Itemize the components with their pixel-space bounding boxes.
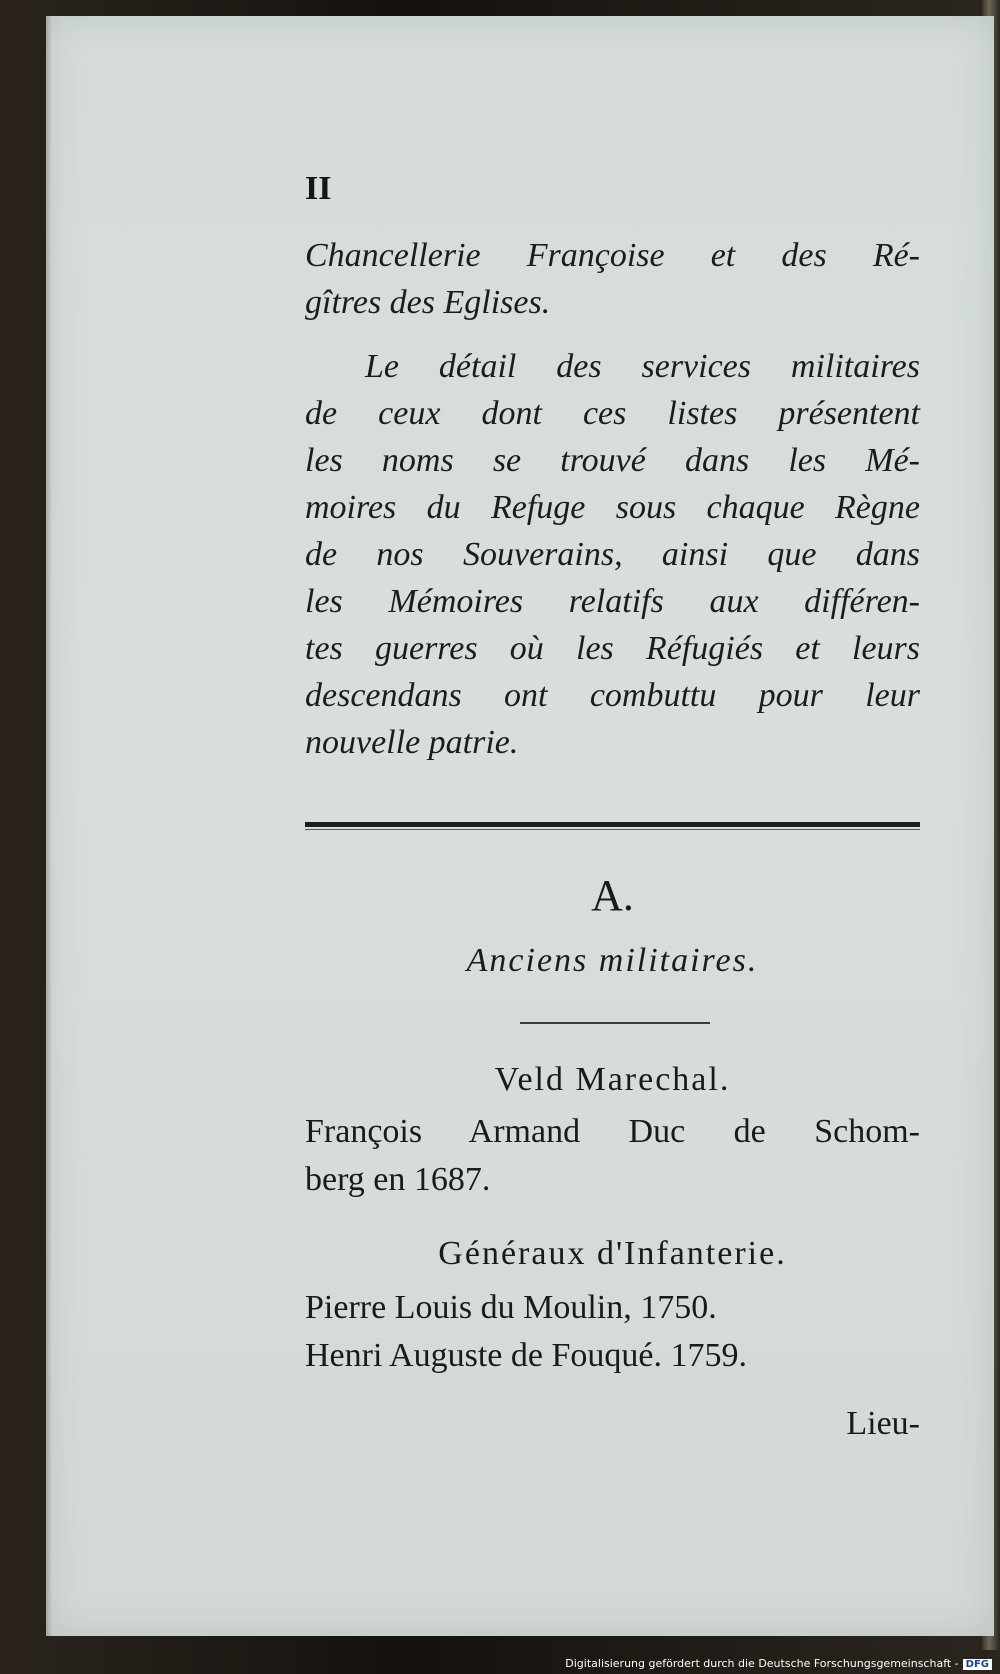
list-item: Henri Auguste de Fouqué. 1759. [305,1337,747,1374]
veld-entry [305,1108,920,1204]
text-line: Le détail des services militaires [365,348,920,385]
text-line: de nos Souverains, ainsi que dans [305,536,920,573]
generaux-heading: Généraux d'Infanterie. [438,1235,787,1272]
text-line: nouvelle patrie. [305,724,519,761]
catchword: Lieu- [846,1405,920,1442]
text-line: de ceux dont ces listes présentent [305,395,920,432]
paragraph-continuation [305,232,920,326]
text-line: Chancellerie Françoise et des Ré- [305,237,920,274]
section-divider [305,822,920,827]
text-line: les noms se trouvé dans les Mé- [305,442,920,479]
section-letter: A. [591,871,634,920]
section-title: Anciens militaires. [466,942,759,979]
text-line: moires du Refuge sous chaque Règne [305,489,920,526]
section-divider-thin [305,829,920,830]
paragraph-services [305,343,920,766]
text-line: tes guerres où les Réfugiés et leurs [305,630,920,667]
footer-text: Digitalisierung gefördert durch die Deutsche Forschungsgemeinschaft - [565,1657,959,1670]
text-line: François Armand Duc de Schom- [305,1113,920,1150]
page-number: II [305,170,332,207]
text-line: les Mémoires relatifs aux différen- [305,583,920,620]
text-line: descendans ont combuttu pour leur [305,677,920,714]
page-gutter-shadow [46,16,52,1636]
text-line: gîtres des Eglises. [305,284,551,321]
list-item: Pierre Louis du Moulin, 1750. [305,1289,717,1326]
generaux-list [305,1284,920,1380]
text-line: berg en 1687. [305,1161,491,1198]
dfg-logo: DFG [963,1659,992,1670]
veld-heading: Veld Marechal. [494,1061,731,1098]
footer-credit [565,1657,992,1670]
short-divider [520,1022,710,1024]
